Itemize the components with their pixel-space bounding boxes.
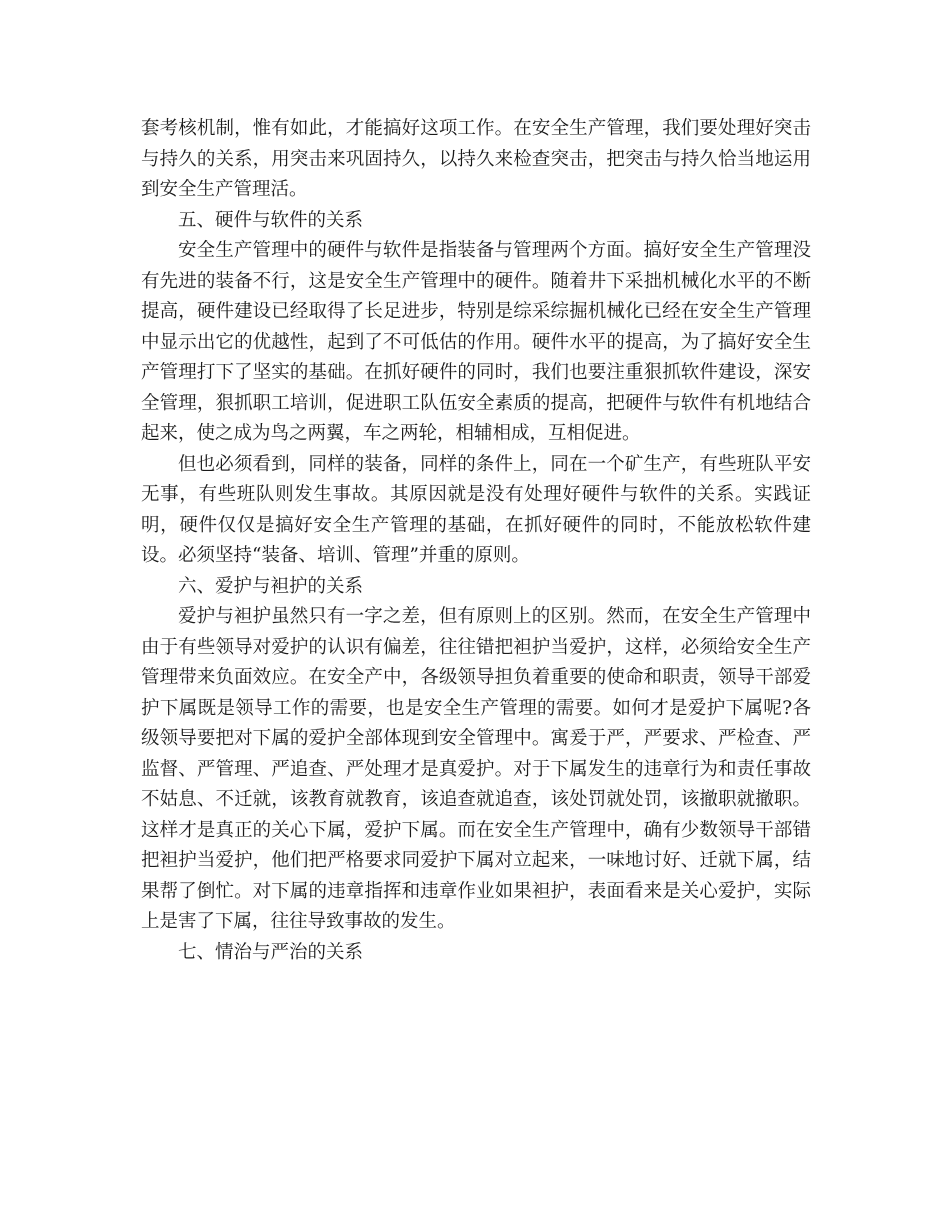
section-heading-seven: 七、情治与严治的关系 bbox=[178, 941, 364, 963]
paragraph-continued: 套考核机制，惟有如此，才能搞好这项工作。在安全生产管理，我们要处理好突击与持久的关系，用突击来巩固持久，以持久来检查突击，把突击与持久恰当地运用到安全生产管理活。 bbox=[141, 118, 811, 200]
paragraph: 安全生产管理中的硬件与软件是指装备与管理两个方面。搞好安全生产管理没有先进的装备不行，这是安全生产管理中的硬件。随着井下采拙机械化水平的不断提高，硬件建设已经取得了长足进步，特别是综采综掘机械化已经在安全生产管理中显示出它的优越性，起到了不可低估的作用。硬件水平的提高，为了搞好安全生产管理打下了坚实的基础。在抓好硬件的同时，我们也要注重狠抓软件建设，深安全管理，狠抓职工培训，促进职工队伍安全素质的提高，把硬件与软件有机地结合起来，使之成为鸟之两翼，车之两轮，相辅相成，互相促进。 bbox=[141, 240, 811, 444]
document-body bbox=[141, 114, 811, 968]
paragraph: 但也必须看到，同样的装备，同样的条件上，同在一个矿生产，有些班队平安无事，有些班队则发生事故。其原因就是没有处理好硬件与软件的关系。实践证明，硬件仅仅是搞好安全生产管理的基础，在抓好硬件的同时，不能放松软件建设。必须坚持“装备、培训、管理”并重的原则。 bbox=[141, 453, 811, 566]
section-heading-five: 五、硬件与软件的关系 bbox=[178, 209, 364, 231]
section-heading-six: 六、爱护与袒护的关系 bbox=[178, 575, 364, 597]
paragraph: 爱护与袒护虽然只有一字之差，但有原则上的区别。然而，在安全生产管理中由于有些领导对爱护的认识有偏差，往往错把袒护当爱护，这样，必须给安全生产管理带来负面效应。在安全产中，各级领导担负着重要的使命和职责，领导干部爱护下属既是领导工作的需要，也是安全生产管理的需要。如何才是爱护下属呢?各级领导要把对下属的爱护全部体现到安全管理中。寓爰于严，严要求、严检查、严监督、严管理、严追查、严处理才是真爱护。对于下属发生的违章行为和责任事故不姑息、不迁就，该教育就教育，该追查就追查，该处罚就处罚，该撤职就撤职。这样才是真正的关心下属，爱护下属。而在安全生产管理中，确有少数领导干部错把袒护当爱护，他们把严格要求同爱护下属对立起来，一味地讨好、迁就下属，结果帮了倒忙。对下属的违章指挥和违章作业如果袒护，表面看来是关心爱护，实际上是害了下属，往往导致事故的发生。 bbox=[141, 606, 811, 932]
